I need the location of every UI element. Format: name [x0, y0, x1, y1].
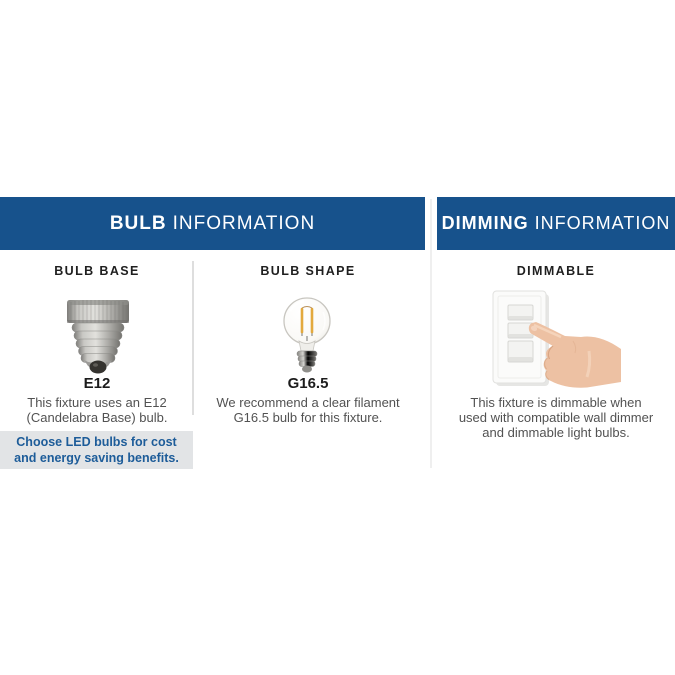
- bulb-shape-label: G16.5: [287, 375, 329, 392]
- bulb-shape-description-line: G16.5 bulb for this fixture.: [233, 410, 383, 425]
- led-tip-box: [0, 431, 193, 469]
- bulb-base-description-line: (Candelabra Base) bulb.: [26, 410, 168, 425]
- bulb-base-title: BULB BASE: [54, 264, 140, 278]
- section-divider: [430, 199, 432, 468]
- e12-base-image: [50, 296, 146, 376]
- bulb-shape-description: [198, 395, 418, 425]
- column-divider: [192, 261, 194, 415]
- bulb-shape-title: BULB SHAPE: [260, 264, 356, 278]
- bulb-information-banner-title-bold: BULB: [109, 212, 167, 234]
- dimmer-switch-image: [489, 289, 621, 389]
- led-tip-line: Choose LED bulbs for cost: [16, 435, 177, 449]
- dimmable-description-line: and dimmable light bulbs.: [482, 425, 630, 440]
- dimmable-title: DIMMABLE: [516, 264, 596, 278]
- dimmable-description: [446, 395, 666, 440]
- bulb-base-label: E12: [83, 375, 111, 392]
- bulb-base-description-line: This fixture uses an E12: [27, 395, 167, 410]
- dimmable-description-line: This fixture is dimmable when: [470, 395, 642, 410]
- g16-5-bulb-image: [271, 296, 343, 376]
- bulb-base-description: [2, 395, 192, 425]
- dimming-information-banner-title-bold: DIMMING: [441, 213, 529, 233]
- dimmable-description-line: used with compatible wall dimmer: [458, 410, 654, 425]
- dimming-information-banner: [437, 197, 675, 250]
- dimming-information-banner-title-rest: INFORMATION: [534, 213, 671, 233]
- bulb-information-banner: [0, 197, 425, 250]
- bulb-shape-description-line: We recommend a clear filament: [216, 395, 400, 410]
- bulb-information-banner-title-rest: INFORMATION: [172, 212, 316, 234]
- led-tip-line: and energy saving benefits.: [14, 451, 179, 465]
